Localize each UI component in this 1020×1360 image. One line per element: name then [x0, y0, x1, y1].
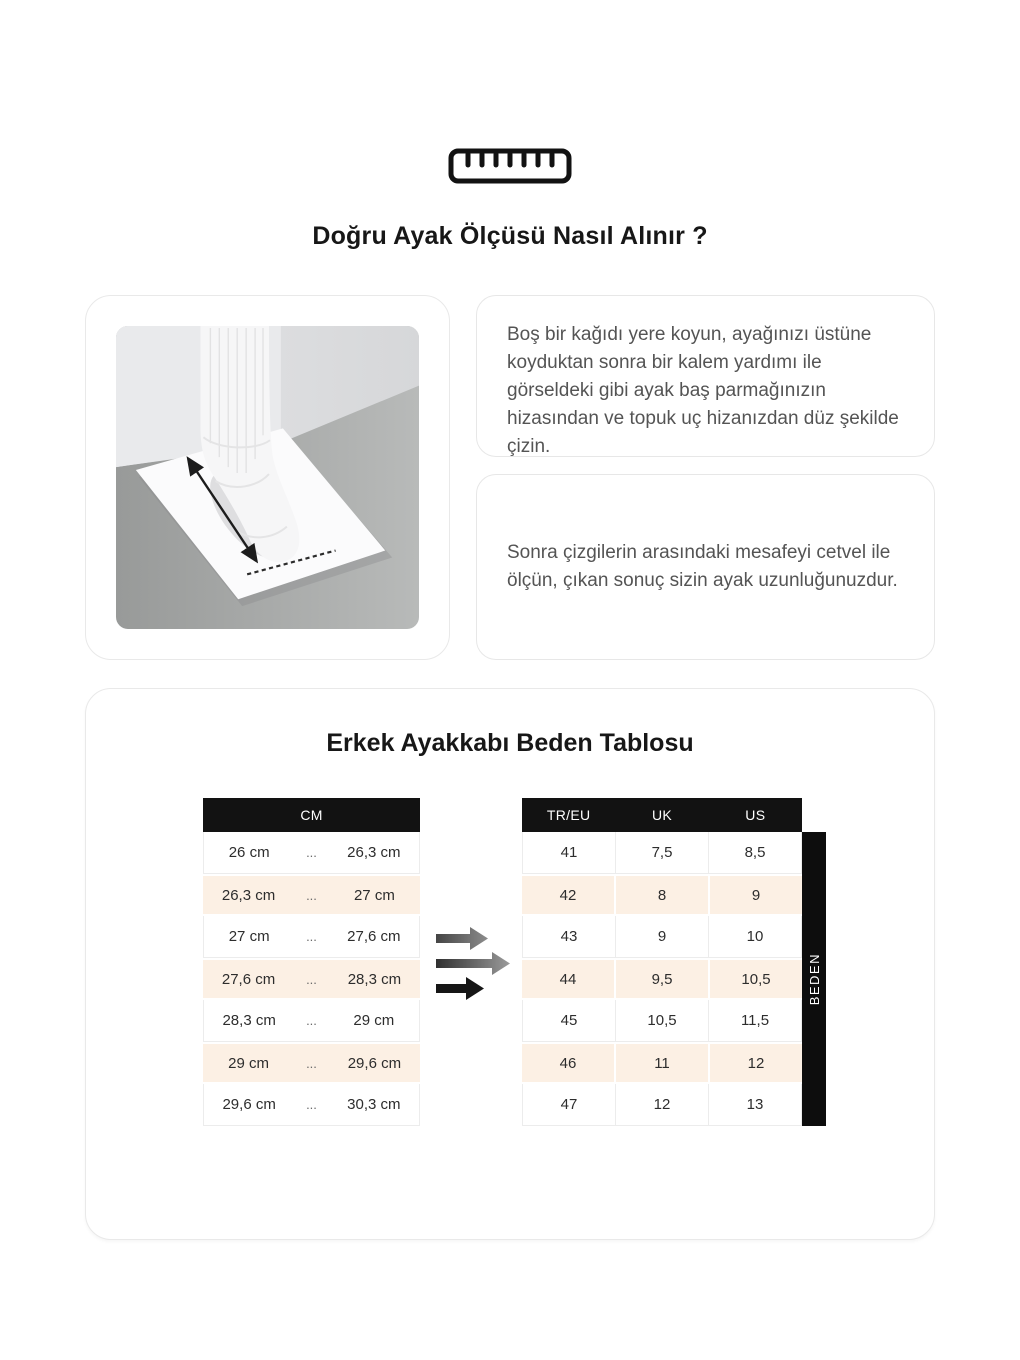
size-us: 8,5: [708, 832, 801, 873]
ruler-icon: [448, 148, 572, 189]
cm-to: 29,6 cm: [347, 1054, 402, 1072]
beden-side-label: [802, 832, 826, 1126]
size-us: 11,5: [708, 1000, 801, 1041]
table-row: [522, 916, 802, 958]
table-row: [203, 1084, 420, 1126]
table-row: [522, 874, 802, 916]
range-separator: ...: [306, 887, 317, 903]
size-uk: 9: [615, 916, 708, 957]
cm-from: 26 cm: [228, 844, 270, 861]
cm-table-header: [203, 798, 420, 832]
range-separator: ...: [306, 971, 317, 987]
size-us: 10: [708, 916, 801, 957]
size-table-header: [522, 798, 802, 832]
cm-from: 26,3 cm: [221, 886, 276, 904]
cm-from: 27,6 cm: [221, 970, 276, 988]
cm-to: 27 cm: [353, 886, 395, 904]
page-title: Doğru Ayak Ölçüsü Nasıl Alınır ?: [312, 222, 708, 250]
size-uk: 11: [614, 1044, 708, 1082]
size-treu: 43: [560, 928, 578, 945]
cm-to: 29 cm: [353, 1012, 395, 1029]
how-to-section: [85, 295, 935, 660]
cm-to: 26,3 cm: [347, 844, 401, 861]
cm-to: 27,6 cm: [347, 928, 401, 945]
table-row: [203, 1000, 420, 1042]
range-separator: ...: [306, 1013, 317, 1028]
cm-header-label: CM: [300, 807, 323, 823]
size-chart-heading: Erkek Ayakkabı Beden Tablosu: [326, 729, 694, 757]
size-treu: 41: [560, 844, 578, 861]
size-us: 9: [708, 876, 802, 914]
col-header-treu: TR/EU: [546, 807, 591, 823]
size-treu: 45: [560, 1012, 578, 1029]
col-header-us: US: [745, 807, 766, 823]
table-row: [522, 832, 802, 874]
size-treu: 46: [559, 1054, 577, 1072]
international-size-table-wrap: [522, 798, 826, 1126]
transfer-arrows-icon: [434, 924, 514, 1007]
foot-measurement-photo-card: [85, 295, 450, 660]
size-us: 10,5: [708, 960, 802, 998]
table-row: [203, 958, 420, 1000]
size-uk: 8: [614, 876, 708, 914]
international-size-table: [522, 798, 802, 1126]
range-separator: ...: [306, 845, 317, 860]
instruction-box-1: [476, 295, 935, 457]
size-tables: [86, 798, 934, 1126]
range-separator: ...: [306, 929, 317, 944]
table-row: [522, 958, 802, 1000]
table-row: [522, 1000, 802, 1042]
cm-from: 28,3 cm: [222, 1012, 276, 1029]
cm-to: 30,3 cm: [347, 1096, 401, 1113]
range-separator: ...: [306, 1097, 317, 1112]
cm-from: 27 cm: [228, 928, 270, 945]
size-uk: 7,5: [615, 832, 708, 873]
instruction-step-1: Boş bir kağıdı yere koyun, ayağınızı üstüne koyduktan sonra bir kalem yardımı ile görseldeki gibi ayak baş parmağınızın hizasından ve topuk uç hizanızdan düz şekilde çizin.: [507, 324, 899, 457]
size-us: 13: [708, 1084, 801, 1125]
table-row: [203, 1042, 420, 1084]
size-treu: 47: [560, 1096, 578, 1113]
size-treu: 44: [559, 970, 577, 988]
table-row: [203, 874, 420, 916]
instruction-step-2: Sonra çizgilerin arasındaki mesafeyi cetvel ile ölçün, çıkan sonuç sizin ayak uzunluğunuzdur.: [507, 542, 898, 591]
size-uk: 10,5: [615, 1000, 708, 1041]
size-treu: 42: [559, 886, 577, 904]
size-guide-page: [85, 0, 935, 1240]
table-row: [203, 832, 420, 874]
instructions-column: [476, 295, 935, 660]
size-uk: 9,5: [614, 960, 708, 998]
size-uk: 12: [615, 1084, 708, 1125]
beden-label-text: BEDEN: [806, 952, 822, 1006]
table-row: [522, 1084, 802, 1126]
instruction-box-2: [476, 474, 935, 660]
cm-table: [203, 798, 420, 1126]
range-separator: ...: [306, 1055, 317, 1071]
size-chart-card: [85, 688, 935, 1240]
cm-from: 29 cm: [228, 1054, 269, 1072]
cm-to: 28,3 cm: [347, 970, 402, 988]
table-row: [522, 1042, 802, 1084]
col-header-uk: UK: [651, 807, 673, 823]
foot-measurement-photo: [116, 326, 419, 629]
cm-from: 29,6 cm: [222, 1096, 276, 1113]
size-us: 12: [708, 1044, 802, 1082]
masthead: [85, 0, 935, 251]
table-row: [203, 916, 420, 958]
